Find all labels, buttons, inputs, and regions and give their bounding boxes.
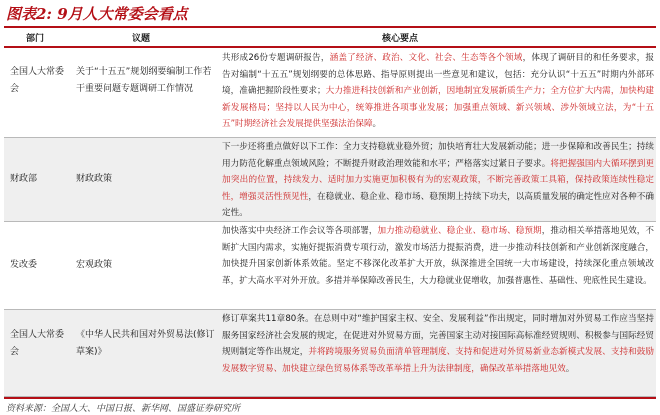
body-text: 修订草案共11章80条。在总则中对“维护国家主权、安全、发展利益”作出规定，同时增加对外贸易工作应当坚持服务国家经济社会发展的规定，在促进对外贸易方面，完善国家主动对接国际高标准经贸规则、积极参与国际经贸规则制定等作出规定， [222, 314, 654, 358]
body-text: 。 [372, 119, 382, 130]
table-row [4, 222, 656, 310]
row-dept: 全国人大常委会 [10, 67, 65, 94]
body-text: ，推动相关举措落地见效，不断扩大国内需求，实施好提振消费专项行动，激发市场活力提振消费，进一步推动科技创新和产业创新深度融合，加快提升国家创新体系效能。坚定不移深化改革扩大开放，纵深推进全国统一大市场建设，持续深化重点领域改革，扩大高水平对外开放。多措并举保障改善民生，大力稳就业促增收，加强普惠性、基础性、兜底性民生建设。 [222, 226, 654, 286]
highlight-text: 并将跨境服务贸易负面清单管理制度、支持和促进对外贸易新业态新模式发展、支持和鼓励发展数字贸易、加快建立绿色贸易体系等改革举措上升为法律制度，确保改革举措落地见效 [222, 347, 654, 374]
header-topic: 议题 [132, 34, 151, 44]
source-text: 资料来源：全国人大、中国日报、新华网、国盛证券研究所 [6, 404, 241, 414]
table-row [4, 138, 656, 222]
body-text: 加快落实中央经济工作会议等各项部署， [222, 226, 378, 236]
row-topic: 财政政策 [76, 174, 113, 184]
figure-title: 图表2: 9月人大常委会看点 [6, 5, 188, 23]
highlight-text: 将把握强国内大循环摆到更加突出的位置，持续发力、适时加力实施更加积极有为的宏观政策，不断完善政策工具箱，保持政策连续性稳定性，增强灵活性预见性 [222, 158, 654, 202]
table-row [4, 48, 656, 138]
row-topic: 宏观政策 [76, 260, 113, 270]
body-text: 。 [565, 363, 575, 374]
row-key-points [222, 223, 654, 289]
row-topic: 《中华人民共和国对外贸易法(修订草案)》 [76, 330, 215, 357]
row-dept: 财政部 [10, 174, 38, 184]
header-dept: 部门 [26, 34, 45, 44]
row-key-points [222, 139, 654, 222]
body-text: ，在稳就业、稳企业、稳市场、稳预期上持续下功夫，以高质量发展的确定性应对各种不确定性。 [222, 191, 654, 219]
row-key-points [222, 50, 654, 133]
highlight-text: 大力推进科技创新和产业创新，因地制宜发展新质生产力；全方位扩大内需，加快构建新发展格局；坚持以人民为中心，统筹推进各项事业发展；加强重点领域、新兴领域、涉外领域立法，为“十五五”时期经济社会发展提供坚强法治保障 [222, 86, 654, 130]
title-bar [4, 0, 656, 28]
body-text: ，体现了调研目的和任务要求，报告对编制“十五五”规划纲要的总体思路、指导原则提出一些意见和建议，包括：充分认识“十五五”时期内外部环境，准确把握阶段性要求； [222, 53, 654, 97]
header-key-points: 核心要点 [382, 34, 419, 44]
highlight-text: 加力推动稳就业、稳企业、稳市场、稳预期 [377, 226, 542, 236]
table-row [4, 310, 656, 397]
row-dept: 发改委 [10, 260, 38, 270]
row-key-points [222, 311, 654, 377]
body-text: 共形成26份专题调研报告， [222, 53, 330, 63]
highlight-text: 涵盖了经济、政治、文化、社会、生态等各个领域 [329, 53, 523, 63]
body-text: 下一步还将重点做好以下工作：全力支持稳就业稳外贸；加快培育壮大发展新动能；进一步保障和改善民生；持续用力防范化解重点领域风险；不断提升财政治理效能和水平；严格落实过紧日子要求。 [222, 142, 654, 169]
row-dept: 全国人大常委会 [10, 330, 65, 357]
row-topic: 关于“十五五”规划纲要编制工作若干重要问题专题调研工作情况 [76, 67, 212, 94]
source-note [4, 397, 656, 415]
table-header [4, 28, 656, 48]
